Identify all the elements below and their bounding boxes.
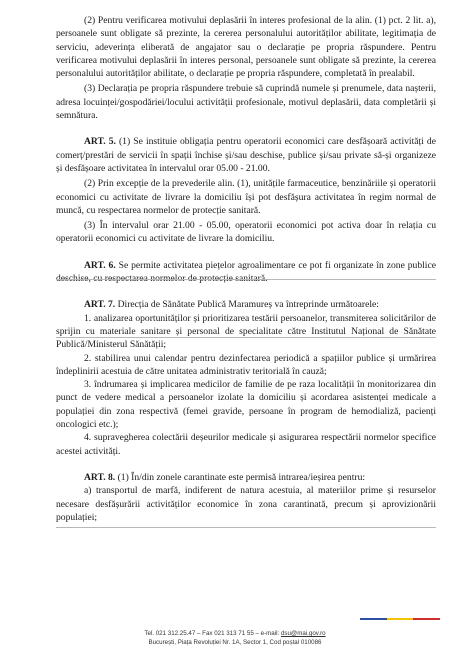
flag-yellow-segment [387,618,414,620]
flag-blue-segment [360,618,387,620]
art6-text: Se permite activitatea piețelor agroalimentare ce pot fi organizate în zone publice deschise, cu respectarea normelor de protecție sanitară. [56,259,436,285]
art7-item-3: 3. îndrumarea și implicarea medicilor de familie de pe raza localității în monitorizarea din punct de vedere medical a persoanelor izolate la domiciliu și acordarea asistenței medicale a populației din zona respectivă (femei gravide, persoane în program de hemodializă, pacienți oncologici etc.); [56,379,436,431]
art7-paragraph [56,298,436,311]
flag-red-segment [413,618,440,620]
art6-paragraph [56,259,436,286]
art8-text: (1) În/din zonele carantinate este permisă intrarea/ieșirea pentru: [115,471,366,483]
art8-paragraph [56,471,436,484]
divider-2 [56,337,436,338]
art4-paragraph-3: (3) Declarația pe propria răspundere trebuie să cuprindă numele și prenumele, data nașterii, adresa locuinței/gospodăriei/locului activității profesionale, motivul deplasării, data completării și semnătura. [56,83,436,122]
divider-1 [56,279,436,280]
art5-paragraph-1 [56,135,436,175]
footer-address-line: București, Piața Revoluției Nr. 1A, Sector 1, Cod poștal 010086 [148,638,322,646]
art5-heading: ART. 5. [84,136,116,148]
art7-item-4: 4. supravegherea colectării deșeurilor medicale și asigurarea respectării normelor specifice acestei activități. [56,432,436,457]
footer-contact-line [0,630,470,639]
art5-text-1: (1) Se instituie obligația pentru operatorii economici care desfășoară activități de comerț/prestări de servicii în spații închise și/sau deschise, publice și/sau private să-și organizeze și desfășoare activitatea în intervalul orar 05.00 - 21.00. [56,136,436,174]
art4-paragraph-2: (2) Pentru verificarea motivului deplasării în interes profesional de la alin. (1) pct. 2 lit. a), persoanele sunt obligate să prezinte, la cererea personalului autorităților abilitate, legitimația de serviciu, adeverința eliberată de angajator sau o declarație pe propria răspundere. Pentru verificarea motivului deplasării în interes personal, persoanele sunt obligate să prezinte, la cererea personalului autorităților abilitate, o declarație pe propria răspundere, completată în prealabil. [56,15,436,80]
divider-3 [56,527,436,528]
art8-heading: ART. 8. [84,471,116,483]
art7-item-2: 2. stabilirea unui calendar pentru dezinfectarea periodică a spațiilor publice și urmărirea îndeplinirii acestuia de către unitatea administrativ teritorială în cauză; [56,352,436,377]
page-footer [0,630,470,647]
art7-text: Direcția de Sănătate Publică Maramureș va întreprinde următoarele: [115,299,379,311]
art7-heading: ART. 7. [84,299,116,311]
art8-item-a: a) transportul de marfă, indiferent de natura acestuia, al materiilor prime și resurselor necesare desfășurării activităților economice în zona carantinată, precum și aprovizionării populației; [56,485,436,523]
footer-email-link[interactable]: dsu@mai.gov.ro [280,630,326,637]
art5-paragraph-2: (2) Prin excepție de la prevederile alin. (1), unitățile farmaceutice, benzinăriile și operatorii economici cu activitate de livrare la domiciliu își pot desfășura activitatea în regim normal de muncă, cu respectarea normelor de protecție sanitară. [56,178,436,216]
art5-paragraph-3: (3) În intervalul orar 21.00 - 05.00, operatorii economici pot activa doar în relația cu operatorii economici cu activitate de livrare la domiciliu. [56,220,436,245]
document-body [56,14,436,524]
art7-item-1: 1. analizarea oportunităților și prioritizarea testării persoanelor, transmiterea solicitărilor de sprijin cu materiale sanitare și personal de specialitate către Institutul Național de Sănătate Publică/Ministerul Sănătății; [56,312,436,351]
art6-heading: ART. 6. [84,259,116,271]
tricolor-stripe [360,618,440,620]
footer-phone-fax: Tel. 021 312.25.47 – Fax 021 313 71 55 – e-mail: [144,630,281,637]
